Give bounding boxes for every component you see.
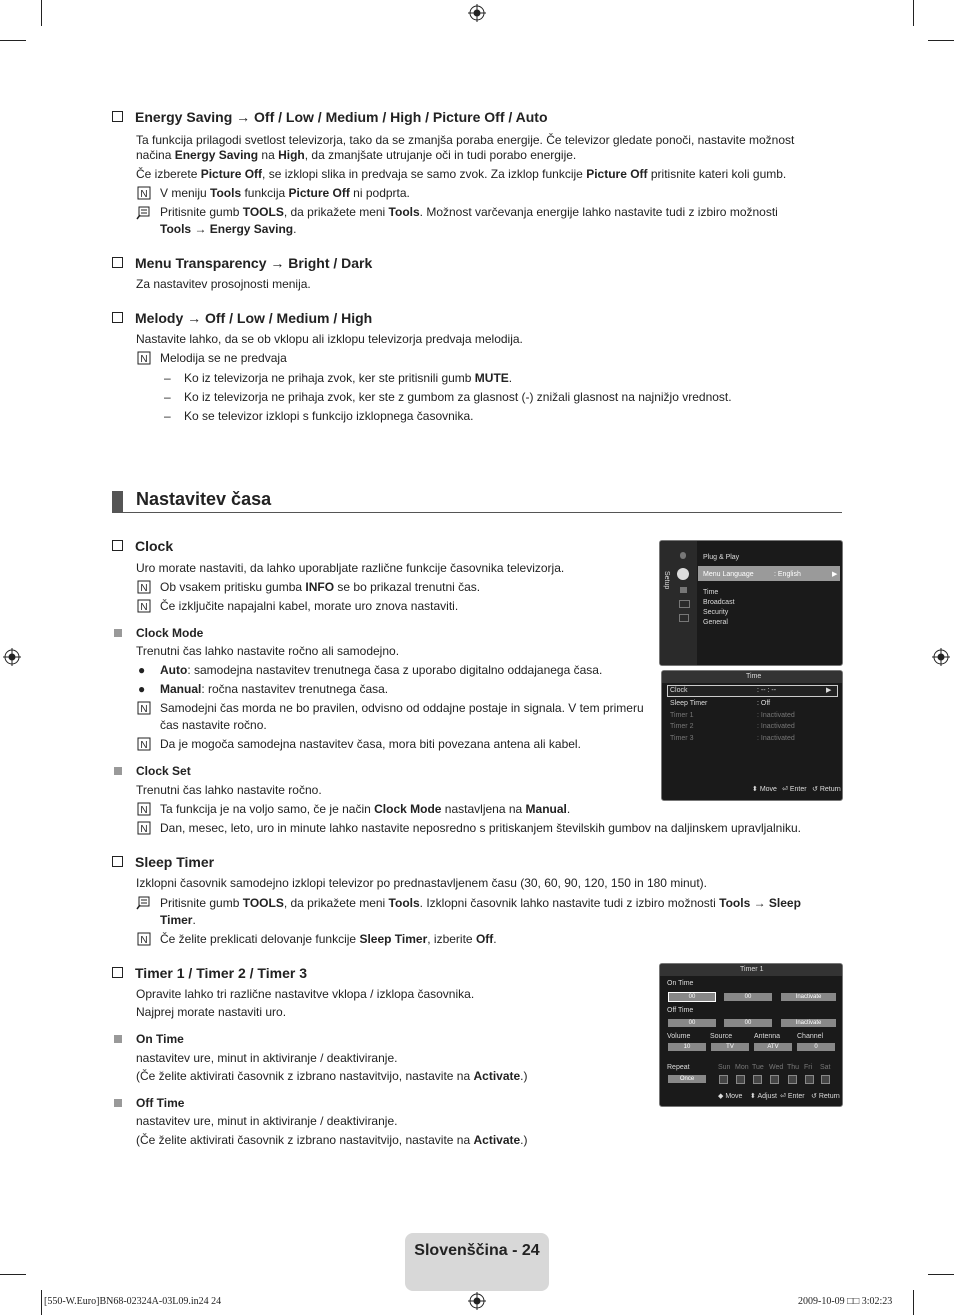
svg-text:N: N (140, 740, 148, 751)
move-hint: ⬍ Move (752, 786, 777, 793)
off-hour: 00 (668, 1019, 716, 1027)
day-thu: Thu (787, 1064, 800, 1071)
channel-label: Channel (797, 1033, 824, 1040)
note-icon (137, 932, 151, 946)
svg-text:N: N (140, 935, 148, 946)
on-hour: 00 (668, 992, 716, 1002)
clock-row-highlight (667, 685, 838, 697)
channel-value: 0 (797, 1043, 835, 1051)
sleep-timer-heading: Sleep Timer (112, 854, 214, 870)
svg-text:N: N (140, 824, 148, 835)
svg-text:N: N (140, 189, 148, 200)
setup-gear-icon (677, 568, 689, 580)
arrow-right-icon: ▶ (832, 571, 838, 578)
time-row-timer1-value: : Inactivated (757, 712, 795, 719)
input-icon (679, 600, 690, 608)
clock-paragraph: Uro morate nastaviti, da lahko uporabljate različne funkcije časovnika televizorja. (136, 561, 565, 575)
day-checkbox (736, 1075, 745, 1084)
melody-paragraph: Nastavite lahko, da se ob vklopu ali izklopu televizorja predvaja melodija. (136, 332, 523, 346)
on-time-paragraph: nastavitev ure, minut in aktiviranje / deaktiviranje. (136, 1051, 398, 1065)
clock-note-3: Samodejni čas morda ne bo pravilen, odvisno od oddajne postaje in signala. V tem primeru (160, 701, 644, 715)
menu-item-language: Menu Language (703, 571, 754, 578)
square-bullet (114, 767, 122, 775)
clock-mode-heading: Clock Mode (136, 626, 204, 640)
volume-label: Volume (667, 1033, 691, 1040)
time-row-timer2: Timer 2 (670, 723, 694, 730)
day-sat: Sat (820, 1064, 831, 1071)
title-underline (112, 512, 842, 513)
clock-note-3b: čas nastavite ročno. (160, 718, 267, 732)
timer1-title: Timer 1 (740, 966, 764, 973)
energy-saving-heading: Energy Saving → Off / Low / Medium / High / Picture Off / Auto (112, 109, 548, 125)
day-mon: Mon (735, 1064, 749, 1071)
move-hint: ◆ Move (718, 1093, 743, 1100)
sleep-note: Če želite preklicati delovanje funkcije Sleep Timer, izberite Off. (160, 932, 497, 946)
time-menu-screenshot (661, 670, 843, 801)
dash-bullet: – (164, 390, 171, 404)
clock-note-2: Če izključite napajalni kabel, morate uro znova nastaviti. (160, 599, 459, 613)
time-row-timer3: Timer 3 (670, 735, 694, 742)
off-time-label: Off Time (667, 1007, 694, 1014)
volume-value: 10 (668, 1043, 706, 1051)
day-wed: Wed (769, 1064, 784, 1071)
menu-language-value: : English (774, 571, 801, 578)
time-row-timer1: Timer 1 (670, 712, 694, 719)
support-icon (679, 614, 689, 622)
clock-mode-paragraph: Trenutni čas lahko nastavite ročno ali samodejno. (136, 644, 400, 658)
off-activate: Inactivate (781, 1019, 836, 1027)
setup-menu-screenshot (659, 540, 843, 666)
day-sun: Sun (718, 1064, 731, 1071)
melody-heading: Melody → Off / Low / Medium / High (112, 310, 372, 326)
dash-bullet: – (164, 371, 171, 385)
on-time-heading: On Time (136, 1032, 184, 1046)
time-row-clock: Clock (670, 687, 688, 694)
note-icon (137, 737, 151, 751)
time-row-clock-value: : -- : -- (757, 687, 777, 694)
tools-icon (136, 206, 150, 220)
energy-tools-note: Pritisnite gumb TOOLS, da prikažete meni Tools. Možnost varčevanja energije lahko nastavite tudi z izbiro možnosti (160, 205, 778, 219)
energy-note-1: V meniju Tools funkcija Picture Off ni podprta. (160, 186, 410, 200)
clock-mode-auto: Auto: samodejna nastavitev trenutnega časa z uporabo digitalno oddajanega časa. (160, 663, 603, 677)
note-icon (137, 351, 151, 365)
energy-tools-note-2: Tools → Energy Saving. (160, 222, 297, 236)
repeat-label: Repeat (667, 1064, 690, 1071)
return-hint: ↺ Return (812, 786, 841, 793)
off-time-heading: Off Time (136, 1096, 185, 1110)
time-row-sleep-value: : Off (757, 700, 771, 707)
note-icon (137, 599, 151, 613)
svg-text:N: N (140, 704, 148, 715)
square-bullet (114, 629, 122, 637)
picture-icon (680, 552, 686, 559)
arrow-right-icon: ▶ (826, 687, 832, 694)
sleep-tools-note-2: Timer. (160, 913, 196, 927)
dash-bullet: – (164, 409, 171, 423)
transparency-paragraph: Za nastavitev prosojnosti menija. (136, 277, 311, 291)
return-hint: ↺ Return (811, 1093, 840, 1100)
source-label: Source (710, 1033, 733, 1040)
dot-bullet: ● (138, 682, 146, 696)
section-title: Nastavitev časa (136, 489, 272, 509)
clock-note-5: Ta funkcija je na voljo samo, če je način Clock Mode nastavljena na Manual. (160, 802, 571, 816)
time-row-timer3-value: : Inactivated (757, 735, 795, 742)
clock-note-6: Dan, mesec, leto, uro in minute lahko nastavite neposredno s pritiskanjem številskih gumbov na daljinskem upravljalniku. (160, 821, 801, 835)
clock-mode-manual: Manual: ročna nastavitev trenutnega časa. (160, 682, 389, 696)
title-bar (112, 491, 123, 513)
registration-mark-icon (932, 648, 950, 666)
melody-dash-1: Ko iz televizorja ne prihaja zvok, ker ste pritisnili gumb MUTE. (184, 371, 513, 385)
enter-hint: ⏎ Enter (782, 786, 807, 793)
antenna-value: ATV (754, 1043, 792, 1051)
day-checkbox (770, 1075, 779, 1084)
adjust-hint: ⬍ Adjust (750, 1093, 777, 1100)
enter-hint: ⏎ Enter (780, 1093, 805, 1100)
day-fri: Fri (804, 1064, 813, 1071)
off-minute: 00 (724, 1019, 772, 1027)
registration-mark-icon (3, 648, 21, 666)
time-row-timer2-value: : Inactivated (757, 723, 795, 730)
repeat-value: Once (668, 1075, 706, 1083)
dot-bullet: ● (138, 663, 146, 677)
svg-text:N: N (140, 805, 148, 816)
sleep-paragraph: Izklopni časovnik samodejno izklopi televizor po prednastavljenem času (30, 60, 90, 120, 150 in 180 minut). (136, 876, 707, 890)
menu-item-general: General (703, 619, 728, 626)
channel-icon (680, 587, 687, 593)
energy-paragraph-1: Ta funkcija prilagodi svetlost televizorja, tako da se zmanjša poraba energije. Če televizor gledate ponoči, nastavite možnost (136, 133, 795, 147)
note-icon (137, 821, 151, 835)
clock-note-4: Da je mogoča samodejna nastavitev časa, mora biti povezana antena ali kabel. (160, 737, 581, 751)
time-row-sleep: Sleep Timer (670, 700, 708, 707)
note-icon (137, 802, 151, 816)
on-time-paragraph-2: (Če želite aktivirati časovnik z izbrano nastavitvijo, nastavite na Activate.) (136, 1069, 528, 1083)
svg-text:N: N (140, 354, 148, 365)
setup-side-label: Setup (663, 571, 670, 590)
on-time-label: On Time (667, 980, 694, 987)
on-minute: 00 (724, 993, 772, 1001)
timer-heading: Timer 1 / Timer 2 / Timer 3 (112, 965, 307, 981)
svg-text:N: N (140, 602, 148, 613)
registration-mark-icon (468, 1292, 486, 1310)
energy-paragraph-1b: načina Energy Saving na High, da zmanjšate utrujanje oči in tudi porabo energije. (136, 148, 577, 162)
off-time-paragraph: nastavitev ure, minut in aktiviranje / deaktiviranje. (136, 1114, 398, 1128)
day-checkbox (805, 1075, 814, 1084)
menu-item-time: Time (703, 589, 719, 596)
square-bullet (114, 1099, 122, 1107)
melody-dash-2: Ko iz televizorja ne prihaja zvok, ker ste z gumbom za glasnost (-) znižali glasnost na najnižjo vrednost. (184, 390, 732, 404)
tools-icon (136, 896, 150, 910)
clock-note-1: Ob vsakem pritisku gumba INFO se bo prikazal trenutni čas. (160, 580, 481, 594)
menu-item-security: Security (703, 609, 729, 616)
clock-heading: Clock (112, 538, 173, 554)
clock-set-heading: Clock Set (136, 764, 191, 778)
menu-transparency-heading: Menu Transparency → Bright / Dark (112, 255, 372, 271)
menu-item-plug-play: Plug & Play (703, 554, 740, 561)
timer-paragraph-2: Najprej morate nastaviti uro. (136, 1005, 287, 1019)
timer1-screenshot (659, 963, 843, 1107)
menu-item-broadcast: Broadcast (703, 599, 735, 606)
day-checkbox (753, 1075, 762, 1084)
registration-mark-icon (468, 4, 486, 22)
energy-paragraph-2: Če izberete Picture Off, se izklopi slika in predvaja se samo zvok. Za izklop funkcije Picture Off pritisnite kateri koli gumb. (136, 167, 787, 181)
sleep-tools-note: Pritisnite gumb TOOLS, da prikažete meni Tools. Izklopni časovnik lahko nastavite tudi z izbiro možnosti Tools → Sleep (160, 896, 801, 910)
source-value: TV (711, 1043, 749, 1051)
antenna-label: Antenna (754, 1033, 781, 1040)
print-date: 2009-10-09 □□ 3:02:23 (798, 1296, 893, 1307)
note-icon (137, 186, 151, 200)
note-icon (137, 580, 151, 594)
melody-dash-3: Ko se televizor izklopi s funkcijo izklopnega časovnika. (184, 409, 474, 423)
page-number-tab: Slovenščina - 24 (405, 1233, 549, 1291)
off-time-paragraph-2: (Če želite aktivirati časovnik z izbrano nastavitvijo, nastavite na Activate.) (136, 1133, 528, 1147)
time-title: Time (746, 673, 762, 680)
day-checkbox (821, 1075, 830, 1084)
day-tue: Tue (752, 1064, 764, 1071)
svg-text:N: N (140, 583, 148, 594)
on-activate: Inactivate (781, 993, 836, 1001)
timer-paragraph-1: Opravite lahko tri različne nastavitve vklopa / izklopa časovnika. (136, 987, 475, 1001)
melody-note: Melodija se ne predvaja (160, 351, 287, 365)
note-icon (137, 701, 151, 715)
square-bullet (114, 1035, 122, 1043)
day-checkbox (719, 1075, 728, 1084)
clock-set-paragraph: Trenutni čas lahko nastavite ročno. (136, 783, 322, 797)
day-checkbox (788, 1075, 797, 1084)
file-info: [550-W.Euro]BN68-02324A-03L09.in24 24 (44, 1296, 222, 1307)
